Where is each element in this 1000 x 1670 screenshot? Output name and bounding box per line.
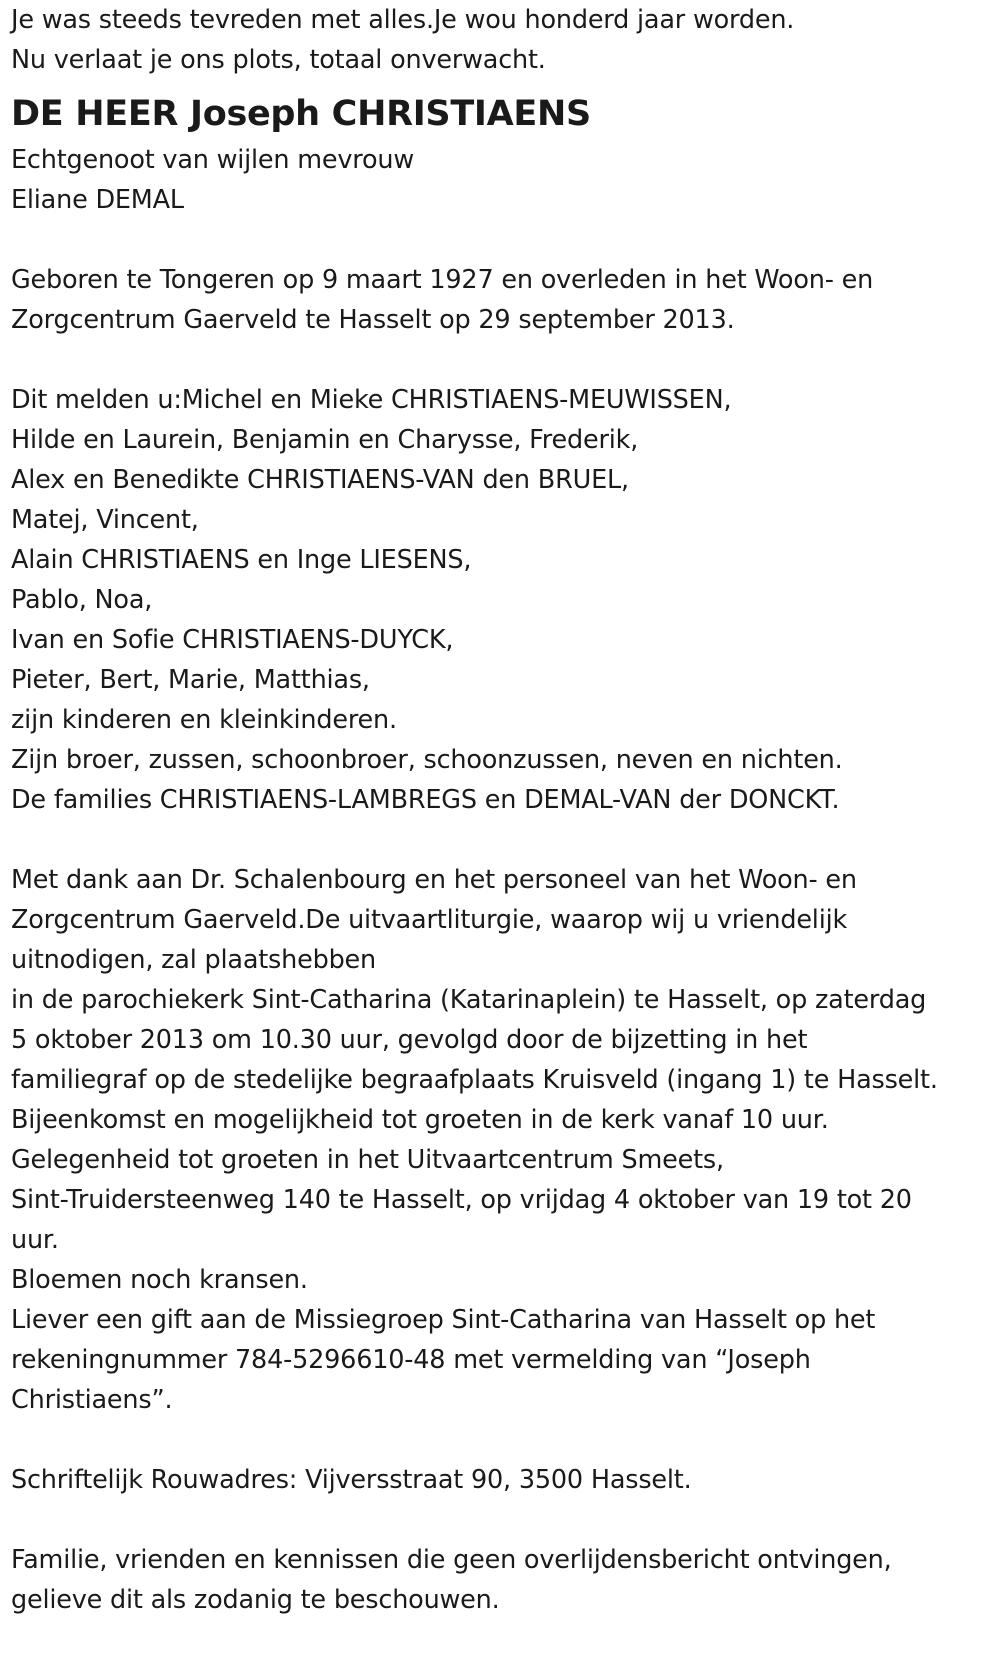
family-list — [11, 380, 996, 820]
funeral-line: Bloemen noch kransen. — [11, 1265, 308, 1295]
funeral-line: Met dank aan Dr. Schalenbourg en het personeel van het Woon- en — [11, 865, 857, 895]
verse-line: Je was steeds tevreden met alles.Je wou honderd jaar worden. — [11, 5, 795, 35]
family-line: Ivan en Sofie CHRISTIAENS-DUYCK, — [11, 625, 454, 655]
funeral-line: Christiaens”. — [11, 1385, 173, 1415]
spacer — [11, 220, 996, 260]
spacer — [11, 1420, 996, 1460]
family-line: De families CHRISTIAENS-LAMBREGS en DEMAL-VAN der DONCKT. — [11, 785, 840, 815]
obituary-notice — [11, 0, 996, 1620]
family-line: Dit melden u:Michel en Mieke CHRISTIAENS-MEUWISSEN, — [11, 385, 732, 415]
funeral-line: in de parochiekerk Sint-Catharina (Katarinaplein) te Hasselt, op zaterdag — [11, 985, 927, 1015]
deceased-title: DE HEER Joseph CHRISTIAENS — [11, 94, 591, 134]
spouse-line: Echtgenoot van wijlen mevrouw — [11, 145, 415, 175]
birth-death-line: Geboren te Tongeren op 9 maart 1927 en overleden in het Woon- en — [11, 265, 874, 295]
funeral-line: familiegraf op de stedelijke begraafplaats Kruisveld (ingang 1) te Hasselt. — [11, 1065, 938, 1095]
funeral-line: Zorgcentrum Gaerveld.De uitvaartliturgie, waarop wij u vriendelijk — [11, 905, 848, 935]
birth-death-info — [11, 260, 996, 340]
funeral-line: Liever een gift aan de Missiegroep Sint-Catharina van Hasselt op het — [11, 1305, 876, 1335]
spacer — [11, 820, 996, 860]
family-line: Matej, Vincent, — [11, 505, 199, 535]
funeral-line: Gelegenheid tot groeten in het Uitvaartcentrum Smeets, — [11, 1145, 724, 1175]
family-line: Alex en Benedikte CHRISTIAENS-VAN den BRUEL, — [11, 465, 629, 495]
spacer — [11, 1500, 996, 1540]
funeral-line: 5 oktober 2013 om 10.30 uur, gevolgd door de bijzetting in het — [11, 1025, 808, 1055]
family-line: Pieter, Bert, Marie, Matthias, — [11, 665, 370, 695]
closing-note — [11, 1540, 996, 1620]
funeral-line: uitnodigen, zal plaatshebben — [11, 945, 377, 975]
funeral-line: rekeningnummer 784-5296610-48 met vermelding van “Joseph — [11, 1345, 811, 1375]
funeral-details — [11, 860, 996, 1420]
birth-death-line: Zorgcentrum Gaerveld te Hasselt op 29 september 2013. — [11, 305, 735, 335]
family-line: Pablo, Noa, — [11, 585, 153, 615]
funeral-line: Sint-Truidersteenweg 140 te Hasselt, op vrijdag 4 oktober van 19 tot 20 — [11, 1185, 912, 1215]
verse — [11, 0, 996, 80]
closing-line: Familie, vrienden en kennissen die geen overlijdensbericht ontvingen, — [11, 1545, 892, 1575]
spacer — [11, 340, 996, 380]
spouse-line: Eliane DEMAL — [11, 185, 184, 215]
verse-line: Nu verlaat je ons plots, totaal onverwacht. — [11, 45, 546, 75]
family-line: Hilde en Laurein, Benjamin en Charysse, Frederik, — [11, 425, 639, 455]
spouse-info — [11, 140, 996, 220]
family-line: Zijn broer, zussen, schoonbroer, schoonzussen, neven en nichten. — [11, 745, 843, 775]
family-line: Alain CHRISTIAENS en Inge LIESENS, — [11, 545, 472, 575]
closing-line: gelieve dit als zodanig te beschouwen. — [11, 1585, 500, 1615]
family-line: zijn kinderen en kleinkinderen. — [11, 705, 397, 735]
funeral-line: Bijeenkomst en mogelijkheid tot groeten in de kerk vanaf 10 uur. — [11, 1105, 829, 1135]
mourning-address: Schriftelijk Rouwadres: Vijversstraat 90, 3500 Hasselt. — [11, 1465, 692, 1495]
funeral-line: uur. — [11, 1225, 59, 1255]
